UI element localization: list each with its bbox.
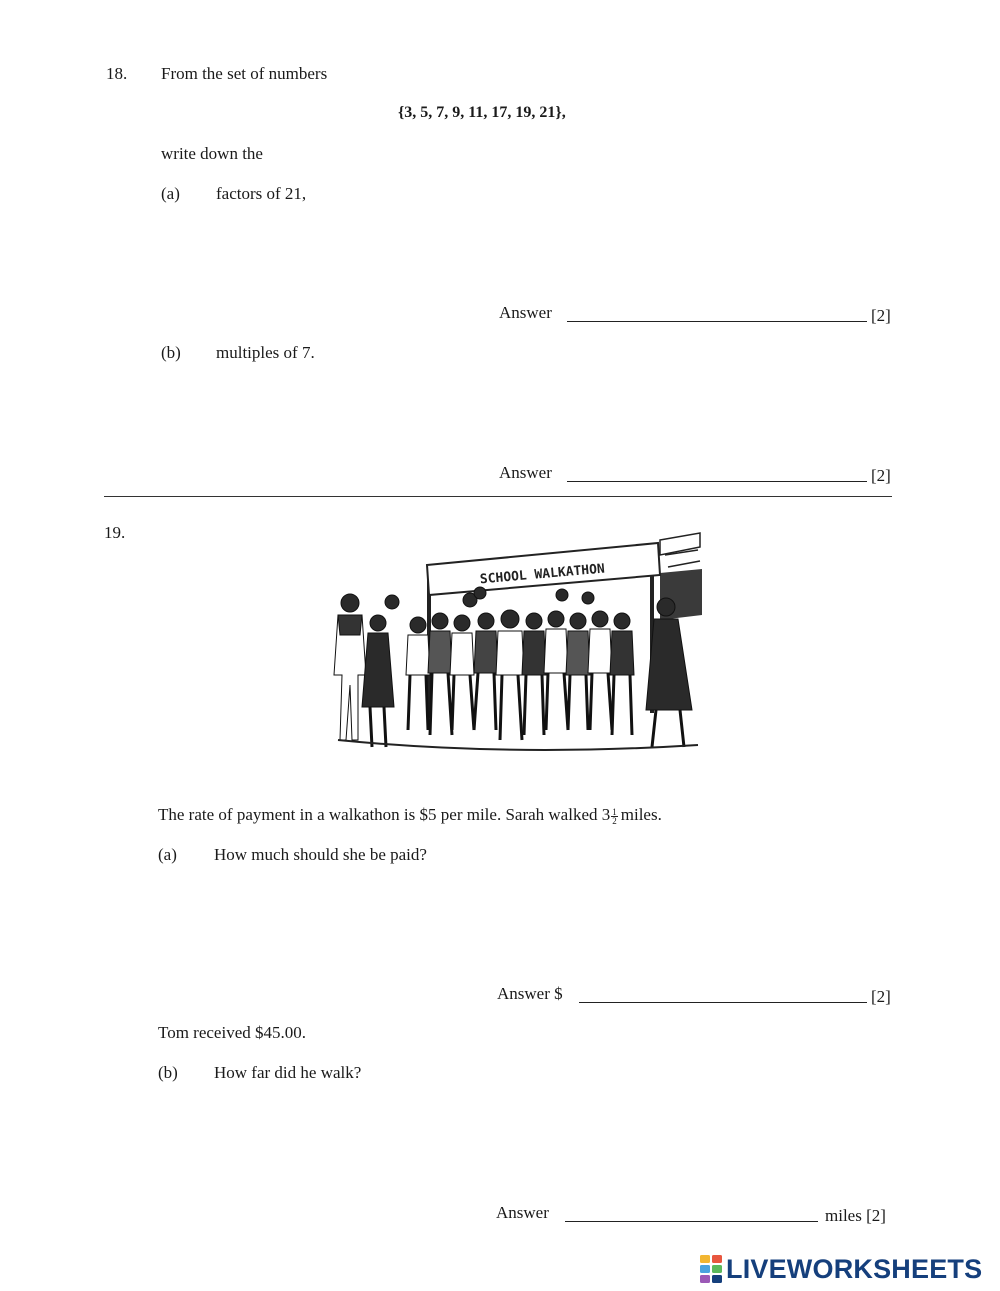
q18-number: 18. [106,64,128,83]
q18-intro: From the set of numbers [161,64,328,83]
q18b-text: multiples of 7. [216,343,315,362]
q19-tom-text: Tom received $45.00. [158,1023,306,1042]
q18a-label: (a) [161,184,180,203]
q19a-answer-line[interactable] [579,1002,867,1003]
q19b-unit-marks: miles [2] [825,1206,886,1225]
q19b-label: (b) [158,1063,178,1082]
q18b-marks: [2] [871,466,891,485]
liveworksheets-logo [700,1254,982,1284]
q19-fraction-num: 1 [612,806,617,817]
q18a-text: factors of 21, [216,184,307,203]
banner-text: SCHOOL WALKATHON [479,561,606,588]
q18a-marks: [2] [871,306,891,325]
q18a-answer-label: Answer [499,303,552,322]
q18-instruction: write down the [161,144,263,163]
q19-number: 19. [104,523,126,542]
q19a-text: How much should she be paid? [214,845,427,864]
q19a-label: (a) [158,845,177,864]
q18b-label: (b) [161,343,181,362]
walkathon-illustration [330,525,702,753]
q19a-answer-label: Answer $ [497,984,563,1003]
q19-fraction-den: 2 [612,815,617,826]
q18a-answer-line[interactable] [567,321,867,322]
q19b-answer-label: Answer [496,1203,549,1222]
q19a-marks: [2] [871,987,891,1006]
q19b-text: How far did he walk? [214,1063,362,1082]
q18b-answer-label: Answer [499,463,552,482]
q18-number-set: {3, 5, 7, 9, 11, 17, 19, 21}, [398,104,566,121]
liveworksheets-logo-icon [700,1255,722,1283]
q19-fraction-half [611,808,618,825]
liveworksheets-logo-text: LIVEWORKSHEETS [726,1253,983,1284]
question-divider [104,496,892,497]
q19-statement-before: The rate of payment in a walkathon is $5 per mile. Sarah walked 3 [158,805,611,824]
q19-statement [158,805,662,825]
q19-statement-after: miles. [620,805,662,824]
q18b-answer-line[interactable] [567,481,867,482]
q19b-answer-line[interactable] [565,1221,818,1222]
